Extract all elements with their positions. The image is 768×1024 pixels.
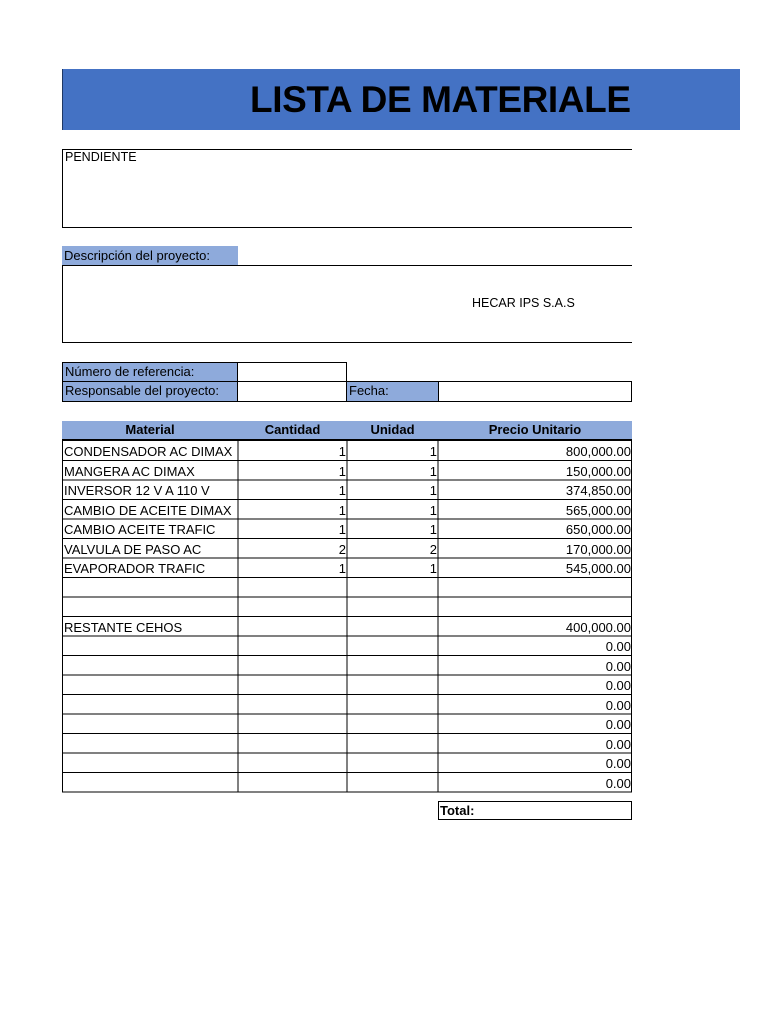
cell-cantidad[interactable] xyxy=(238,696,346,715)
cell-material[interactable]: EVAPORADOR TRAFIC xyxy=(64,561,206,576)
cell-precio[interactable] xyxy=(438,598,631,617)
cell-precio[interactable]: 170,000.00 xyxy=(565,541,631,557)
cell-precio[interactable]: 150,000.00 xyxy=(565,463,631,479)
header-unidad: Unidad xyxy=(370,422,415,437)
header-material: Material xyxy=(125,422,175,437)
company-name: HECAR IPS S.A.S xyxy=(472,296,575,310)
title-banner xyxy=(62,69,740,130)
cell-unidad[interactable]: 2 xyxy=(429,541,437,557)
cell-cantidad[interactable] xyxy=(238,598,346,617)
cell-precio[interactable]: 0.00 xyxy=(605,775,631,791)
cell-cantidad[interactable] xyxy=(238,657,346,676)
description-label: Descripción del proyecto: xyxy=(62,246,238,265)
cell-unidad[interactable] xyxy=(347,618,437,637)
cell-material[interactable]: RESTANTE CEHOS xyxy=(64,619,183,635)
cell-unidad[interactable] xyxy=(347,598,437,617)
cell-cantidad[interactable]: 1 xyxy=(338,483,346,498)
cell-precio[interactable]: 0.00 xyxy=(605,658,631,674)
cell-unidad[interactable]: 1 xyxy=(429,561,437,576)
date-label: Fecha: xyxy=(346,381,439,402)
project-responsible-field[interactable] xyxy=(237,381,347,402)
cell-material[interactable]: VALVULA DE PASO AC xyxy=(64,541,202,557)
description-box[interactable] xyxy=(62,265,632,343)
cell-precio[interactable]: 650,000.00 xyxy=(565,522,631,537)
cell-material[interactable]: MANGERA AC DIMAX xyxy=(64,463,195,479)
cell-cantidad[interactable]: 1 xyxy=(338,444,346,459)
cell-unidad[interactable] xyxy=(347,657,437,676)
cell-precio[interactable]: 800,000.00 xyxy=(565,444,631,459)
cell-precio[interactable] xyxy=(438,579,631,598)
cell-precio[interactable]: 0.00 xyxy=(605,678,631,693)
reference-number-label: Número de referencia: xyxy=(62,362,238,382)
cell-material[interactable] xyxy=(62,579,237,598)
header-cantidad: Cantidad xyxy=(264,422,321,437)
cell-unidad[interactable] xyxy=(347,774,437,793)
cell-cantidad[interactable] xyxy=(238,618,346,637)
cell-unidad[interactable] xyxy=(347,637,437,656)
cell-cantidad[interactable] xyxy=(238,754,346,773)
cell-material[interactable] xyxy=(62,637,237,656)
cell-cantidad[interactable]: 1 xyxy=(338,561,346,576)
cell-material[interactable] xyxy=(62,715,237,734)
cell-material[interactable] xyxy=(62,735,237,754)
cell-unidad[interactable]: 1 xyxy=(429,483,437,498)
cell-material[interactable]: INVERSOR 12 V A 110 V xyxy=(64,483,210,498)
cell-material[interactable]: CAMBIO ACEITE TRAFIC xyxy=(64,522,216,537)
cell-unidad[interactable] xyxy=(347,696,437,715)
cell-cantidad[interactable] xyxy=(238,774,346,793)
cell-precio[interactable]: 0.00 xyxy=(605,639,631,654)
cell-unidad[interactable] xyxy=(347,676,437,695)
cell-cantidad[interactable] xyxy=(238,676,346,695)
reference-number-field[interactable] xyxy=(237,362,347,382)
cell-unidad[interactable] xyxy=(347,735,437,754)
cell-unidad[interactable] xyxy=(347,754,437,773)
pending-text: PENDIENTE xyxy=(65,150,137,164)
materials-table xyxy=(62,421,632,802)
cell-cantidad[interactable] xyxy=(238,735,346,754)
cell-material[interactable] xyxy=(62,754,237,773)
cell-material[interactable]: CAMBIO DE ACEITE DIMAX xyxy=(64,502,232,518)
cell-material[interactable] xyxy=(62,676,237,695)
cell-material[interactable] xyxy=(62,774,237,793)
cell-cantidad[interactable]: 2 xyxy=(338,541,346,557)
cell-cantidad[interactable] xyxy=(238,637,346,656)
header-precio-unitario: Precio Unitario xyxy=(488,422,582,437)
page-title: LISTA DE MATERIALE xyxy=(250,79,631,120)
cell-cantidad[interactable]: 1 xyxy=(338,463,346,479)
cell-material[interactable]: CONDENSADOR AC DIMAX xyxy=(64,444,233,459)
cell-unidad[interactable]: 1 xyxy=(429,463,437,479)
date-field[interactable] xyxy=(438,381,632,402)
cell-precio[interactable]: 0.00 xyxy=(605,717,631,732)
cell-unidad[interactable] xyxy=(347,579,437,598)
cell-material[interactable] xyxy=(62,657,237,676)
cell-unidad[interactable]: 1 xyxy=(429,502,437,518)
cell-unidad[interactable]: 1 xyxy=(429,444,437,459)
cell-precio[interactable]: 0.00 xyxy=(605,697,631,713)
cell-cantidad[interactable]: 1 xyxy=(338,522,346,537)
cell-cantidad[interactable] xyxy=(238,579,346,598)
cell-unidad[interactable]: 1 xyxy=(429,522,437,537)
cell-precio[interactable]: 400,000.00 xyxy=(565,619,631,635)
cell-precio[interactable]: 374,850.00 xyxy=(565,483,631,498)
pending-notes-box[interactable] xyxy=(62,149,632,228)
project-responsible-label: Responsable del proyecto: xyxy=(62,381,238,402)
total-label: Total: xyxy=(438,801,632,820)
cell-precio[interactable]: 0.00 xyxy=(605,736,631,752)
cell-cantidad[interactable]: 1 xyxy=(338,502,346,518)
cell-cantidad[interactable] xyxy=(238,715,346,734)
cell-precio[interactable]: 545,000.00 xyxy=(565,561,631,576)
table-header-row xyxy=(62,421,632,440)
cell-material[interactable] xyxy=(62,598,237,617)
cell-material[interactable] xyxy=(62,696,237,715)
cell-precio[interactable]: 0.00 xyxy=(605,756,631,771)
cell-unidad[interactable] xyxy=(347,715,437,734)
cell-precio[interactable]: 565,000.00 xyxy=(565,502,631,518)
